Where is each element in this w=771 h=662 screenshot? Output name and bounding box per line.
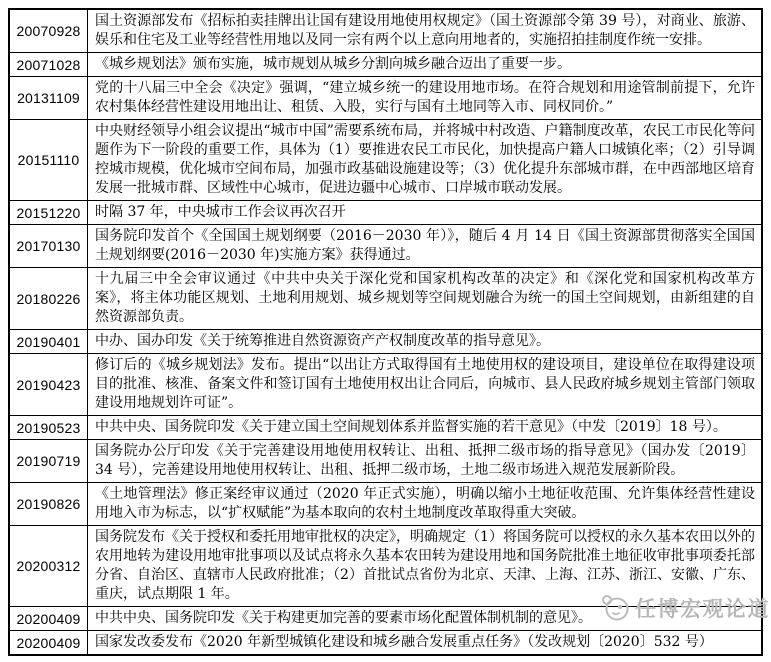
table-row xyxy=(9,483,762,526)
table-row xyxy=(9,120,762,201)
table-row xyxy=(9,330,762,354)
table-row xyxy=(9,440,762,483)
event-text-cell: 中办、国办印发《关于统筹推进自然资源资产产权制度改革的指导意见》。 xyxy=(88,330,763,354)
table-row xyxy=(9,607,762,631)
table-row xyxy=(9,268,762,330)
event-text-cell: 《城乡规划法》颁布实施，城市规划从城乡分割向城乡融合迈出了重要一步。 xyxy=(88,53,763,77)
event-text-cell: 国家发改委发布《2020 年新型城镇化建设和城乡融合发展重点任务》（发改规划〔2020〕532 号） xyxy=(88,631,763,656)
date-cell: 20151220 xyxy=(9,201,88,225)
event-text-cell: 中央财经领导小组会议提出“城市中国”需要系统布局，并将城中村改造、户籍制度改革，农民工市民化等问题作为下一阶段的重要工作，具体为（1）要推进农民工市民化，加快提高户籍人口城镇化率；（2）引导调控城市规模，优化城市空间布局，加强市政基础设施建设等；（3）优化提升东部城市群，在中西部地区培育发展一批城市群、区域性中心城市，促进边疆中心城市、口岸城市联动发展。 xyxy=(88,120,763,201)
event-text-cell: 国务院发布《关于授权和委托用地审批权的决定》，明确规定（1）将国务院可以授权的永久基本农田以外的农用地转为建设用地审批事项以及试点将永久基本农田转为建设用地和国务院批准土地征收审批事项委托部分省、自治区、直辖市人民政府批准；（2）首批试点省份为北京、天津、上海、江苏、浙江、安徽、广东、重庆，试点期限 1 年。 xyxy=(88,526,763,607)
date-cell: 20170130 xyxy=(9,225,88,268)
table-row xyxy=(9,225,762,268)
date-cell: 20190423 xyxy=(9,354,88,416)
policy-timeline-table xyxy=(8,8,763,656)
event-text-cell: 中共中央、国务院印发《关于构建更加完善的要素市场化配置体制机制的意见》。 xyxy=(88,607,763,631)
table-row xyxy=(9,201,762,225)
date-cell: 20151110 xyxy=(9,120,88,201)
date-cell: 20200409 xyxy=(9,631,88,656)
event-text-cell: 十九届三中全会审议通过《中共中央关于深化党和国家机构改革的决定》和《深化党和国家机构改革方案》，将主体功能区规划、土地利用规划、城乡规划等空间规划融合为统一的国土空间规划，由新组建的自然资源部负责。 xyxy=(88,268,763,330)
date-cell: 20190719 xyxy=(9,440,88,483)
event-text-cell: 党的十八届三中全会《决定》强调，“建立城乡统一的建设用地市场。在符合规划和用途管制前提下，允许农村集体经营性建设用地出让、租赁、入股，实行与国有土地同等入市、同权同价。” xyxy=(88,77,763,120)
date-cell: 20131109 xyxy=(9,77,88,120)
date-cell: 20190523 xyxy=(9,416,88,440)
event-text-cell: 国土资源部发布《招标拍卖挂牌出让国有建设用地使用权规定》（国土资源部令第 39 号），对商业、旅游、娱乐和住宅及工业等经营性用地以及同一宗有两个以上意向用地者的，实施招拍挂制度作统一安排。 xyxy=(88,9,763,53)
table-row xyxy=(9,354,762,416)
date-cell: 20071028 xyxy=(9,53,88,77)
event-text-cell: 时隔 37 年，中央城市工作会议再次召开 xyxy=(88,201,763,225)
event-text-cell: 国务院印发首个《全国国土规划纲要（2016－2030 年）》，随后 4 月 14 日《国土资源部贯彻落实全国国土规划纲要(2016－2030 年)实施方案》获得通过。 xyxy=(88,225,763,268)
table-row xyxy=(9,77,762,120)
event-text-cell: 国务院办公厅印发《关于完善建设用地使用权转让、出租、抵押二级市场的指导意见》（国办发〔2019〕34 号），完善建设用地使用权转让、出租、抵押二级市场，土地二级市场进入规范发展新阶段。 xyxy=(88,440,763,483)
date-cell: 20070928 xyxy=(9,9,88,53)
table-body xyxy=(9,9,762,655)
event-text-cell: 中共中央、国务院印发《关于建立国土空间规划体系并监督实施的若干意见》（中发〔2019〕18 号）。 xyxy=(88,416,763,440)
event-text-cell: 《土地管理法》修正案经审议通过（2020 年正式实施），明确以缩小土地征收范围、允许集体经营性建设用地入市为标志，以“扩权赋能”为基本取向的农村土地制度改革取得重大突破。 xyxy=(88,483,763,526)
event-text-cell: 修订后的《城乡规划法》发布。提出“以出让方式取得国有土地使用权的建设项目，建设单位在取得建设项目的批准、核准、备案文件和签订国有土地使用权出让合同后，向城市、县人民政府城乡规划主管部门领取建设用地规划许可证”。 xyxy=(88,354,763,416)
date-cell: 20200312 xyxy=(9,526,88,607)
date-cell: 20190401 xyxy=(9,330,88,354)
table-row xyxy=(9,53,762,77)
table-row xyxy=(9,9,762,53)
table-row xyxy=(9,631,762,656)
table-row xyxy=(9,526,762,607)
date-cell: 20180226 xyxy=(9,268,88,330)
table-row xyxy=(9,416,762,440)
page xyxy=(0,8,771,656)
date-cell: 20190826 xyxy=(9,483,88,526)
date-cell: 20200409 xyxy=(9,607,88,631)
watermark-text: 任博宏观论道 xyxy=(635,598,770,621)
